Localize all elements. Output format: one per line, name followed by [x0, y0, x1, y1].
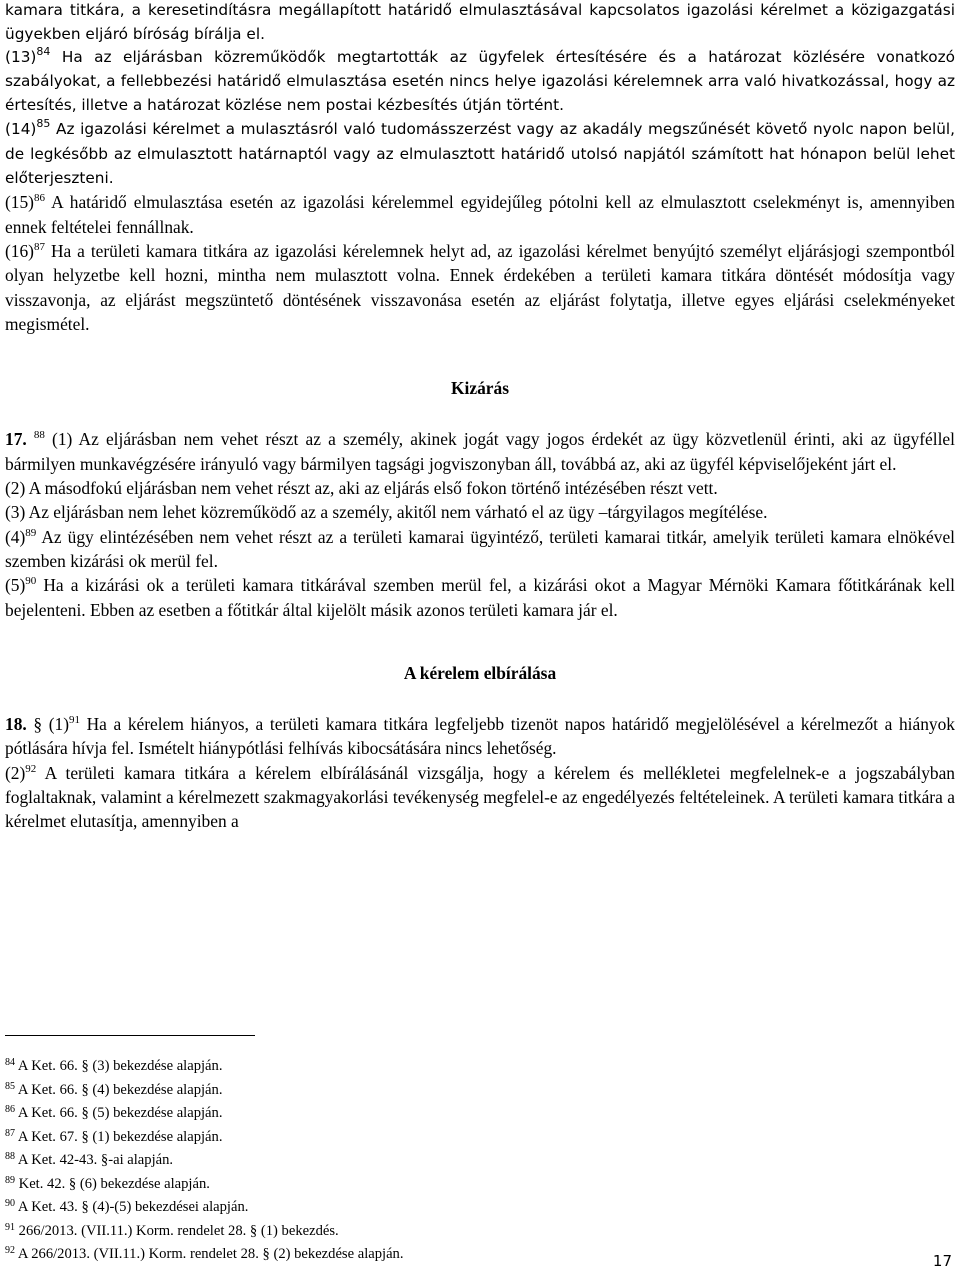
- footnote-ref-84[interactable]: 84: [36, 44, 51, 58]
- section-18-paragraph-1-text: Ha a kérelem hiányos, a területi kamara titkára legfeljebb tizenöt napos határidő megjelölésével a kérelmezőt a hiányok pótlására hívja fel. Ismételt hiánypótlási felhívás kibocsátására nincs lehetőség.: [5, 714, 955, 759]
- paragraph-12-tail: kamara titkára, a keresetindításra megállapított határidő elmulasztásával kapcsolatos igazolási kérelmet a közigazgatási ügyekben eljáró bíróság bírálja el.: [5, 1, 955, 44]
- section-heading-kerelem-elbiralasa: A kérelem elbírálása: [403, 662, 557, 683]
- section-17-paragraph-5-number: (5): [5, 575, 26, 596]
- footnote-92: [5, 1243, 404, 1267]
- section-18-paragraph-1-prefix: (1): [48, 714, 69, 735]
- footnote-ref-90[interactable]: 90: [25, 575, 37, 588]
- footnote-text: Ket. 42. § (6) bekezdése alapján.: [15, 1175, 210, 1192]
- footnotes-list: [5, 1055, 404, 1267]
- paragraph-14-text: Az igazolási kérelmet a mulasztásról való tudomásszerzést vagy az akadály megszűnését követő nyolc napon belül, de legkésőbb az elmulasztott határnaptól vagy az elmulasztott határidő utolsó napjától számított hat hónapon belül lehet előterjeszteni.: [5, 120, 955, 188]
- paragraph-14-number: (14): [5, 120, 37, 139]
- footnote-text: A Ket. 66. § (4) bekezdése alapján.: [15, 1081, 223, 1098]
- footnote-ref-92[interactable]: 92: [25, 762, 37, 775]
- section-17-number: 17.: [5, 429, 27, 450]
- footnote-number: 88: [5, 1151, 15, 1162]
- section-heading-kizaras: Kizárás: [451, 378, 509, 399]
- section-17-paragraph-4: [5, 525, 955, 574]
- footnote-ref-91[interactable]: 91: [68, 714, 80, 727]
- footnote-ref-86[interactable]: 86: [33, 192, 45, 205]
- footnote-number: 86: [5, 1104, 15, 1115]
- footnote-ref-85[interactable]: 85: [36, 117, 51, 131]
- footnote-number: 85: [5, 1080, 15, 1092]
- document-page: [5, 0, 955, 834]
- section-17-paragraph-5-text: Ha a kizárási ok a területi kamara titkárával szemben merül fel, a kizárási okot a Magyar Mérnöki Kamara főtitkárának kell bejelenteni. Ebben az esetben a főtitkár által kijelölt másik azonos területi kamara jár el.: [5, 575, 955, 620]
- footnote-text: A Ket. 42-43. §-ai alapján.: [15, 1152, 174, 1168]
- paragraph-15-text: A határidő elmulasztása esetén az igazolási kérelemmel egyidejűleg pótolni kell az elmulasztott cselekményt is, amennyiben ennek feltételei fennállnak.: [5, 192, 955, 237]
- section-18-paragraph-2-number: (2): [5, 762, 26, 783]
- footnote-86: [5, 1102, 404, 1126]
- footnote-90: [5, 1196, 404, 1220]
- section-17-paragraph-4-number: (4): [5, 526, 26, 547]
- footnote-text: A Ket. 66. § (3) bekezdése alapján.: [15, 1058, 223, 1074]
- paragraph-14: [5, 117, 955, 190]
- paragraph-15-number: (15): [5, 192, 34, 213]
- section-18-paragraph-2: [5, 761, 955, 834]
- section-17-paragraph-5: [5, 573, 955, 622]
- footnote-number: 89: [5, 1174, 15, 1186]
- paragraph-13-text: Ha az eljárásban közreműködők megtartották az ügyfelek értesítésére és a határozat közlésére vonatkozó szabályokat, a fellebbezési határidő elmulasztása esetén nincs helye igazolási kérelemnek arra való hivatkozással, hogy az értesítés, illetve a határozat közlése nem postai kézbesítés útján történt.: [5, 47, 955, 115]
- footnote-number: 92: [5, 1245, 15, 1256]
- footnote-ref-87[interactable]: 87: [33, 240, 45, 253]
- footnote-87: [5, 1126, 404, 1150]
- footnote-separator: [5, 1035, 255, 1036]
- footnote-85: [5, 1079, 404, 1103]
- footnote-number: 91: [5, 1221, 15, 1233]
- footnote-text: A 266/2013. (VII.11.) Korm. rendelet 28. § (2) bekezdése alapján.: [15, 1246, 404, 1262]
- section-17-paragraph-4-text: Az ügy elintézésében nem vehet részt az a területi kamarai ügyintéző, területi kamarai titkár, amelyik területi kamara elnökével szemben kizárási ok merül fel.: [5, 526, 955, 571]
- paragraph-16: [5, 239, 955, 336]
- footnote-84: [5, 1055, 404, 1079]
- footnote-number: 87: [5, 1127, 15, 1139]
- section-18-paragraph-1: 18. § $(1)^{91}$ Ha a kérelem hiányos, a területi kamara titkára legfeljebb tizenöt napos határidő megjelölésével a kérelmezőt a hiányok pótlására hívja fel. Ismételt hiánypótlási felhívás kibocsátására nincs lehetőség.: [5, 714, 955, 759]
- paragraph-13-number: (13): [5, 47, 37, 66]
- section-18-number: 18.: [5, 714, 27, 735]
- footnote-88: [5, 1149, 404, 1173]
- footnote-91: [5, 1220, 404, 1244]
- section-17-paragraph-2: (2) A másodfokú eljárásban nem vehet részt az, aki az eljárás első fokon történő intézésében részt vett.: [5, 478, 718, 499]
- section-17-paragraph-3: (3) Az eljárásban nem lehet közreműködő az a személy, akitől nem várható el az ügy –tárgyilagos megítélése.: [5, 502, 768, 523]
- footnote-number: 84: [5, 1057, 15, 1068]
- footnote-text: 266/2013. (VII.11.) Korm. rendelet 28. § (1) bekezdés.: [15, 1222, 339, 1239]
- section-17-paragraph-1: [5, 427, 955, 476]
- paragraph-15: [5, 190, 955, 239]
- footnote-text: A Ket. 66. § (5) bekezdése alapján.: [15, 1105, 223, 1121]
- footnote-ref-89[interactable]: 89: [25, 526, 37, 539]
- page-number: 17: [932, 1252, 952, 1270]
- section-18-paragraph-2-text: A területi kamara titkára a kérelem elbírálásánál vizsgálja, hogy a kérelem és mellékletei megfelelnek-e a jogszabályban foglaltaknak, valamint a kérelmezett szakmagyakorlási tevékenység megfelel-e az engedélyezés feltételeinek. A területi kamara titkára a kérelmet elutasítja, amennyiben a: [5, 762, 955, 832]
- footnote-text: A Ket. 67. § (1) bekezdése alapján.: [15, 1128, 223, 1145]
- paragraph-16-number: (16): [5, 240, 34, 261]
- footnote-text: A Ket. 43. § (4)-(5) bekezdései alapján.: [15, 1199, 249, 1215]
- paragraph-13: [5, 45, 955, 118]
- paragraph-16-text: Ha a területi kamara titkára az igazolási kérelemnek helyt ad, az igazolási kérelmet benyújtó személyt eljárásjogi szempontból olyan helyzetbe kell hozni, mintha nem mulasztott volna. Ennek érdekében a területi kamara titkára döntését módosítja vagy visszavonja, az eljárást megszüntető döntésének visszavonása esetén az eljárást folytatja, illetve egyes eljárási cselekményeket megismétel.: [5, 240, 955, 334]
- footnote-number: 90: [5, 1198, 15, 1209]
- footnote-89: [5, 1173, 404, 1197]
- footnote-ref-88[interactable]: 88: [33, 429, 45, 442]
- section-17-paragraph-1-text: (1) Az eljárásban nem vehet részt az a személy, akinek jogát vagy jogos érdekét az ügy közvetlenül érinti, aki az ügyféllel bármilyen munkavégzésére irányuló vagy bármilyen tagsági jogviszonyban áll, továbbá az, aki az ügyfél képviselőjeként járt el.: [5, 429, 955, 474]
